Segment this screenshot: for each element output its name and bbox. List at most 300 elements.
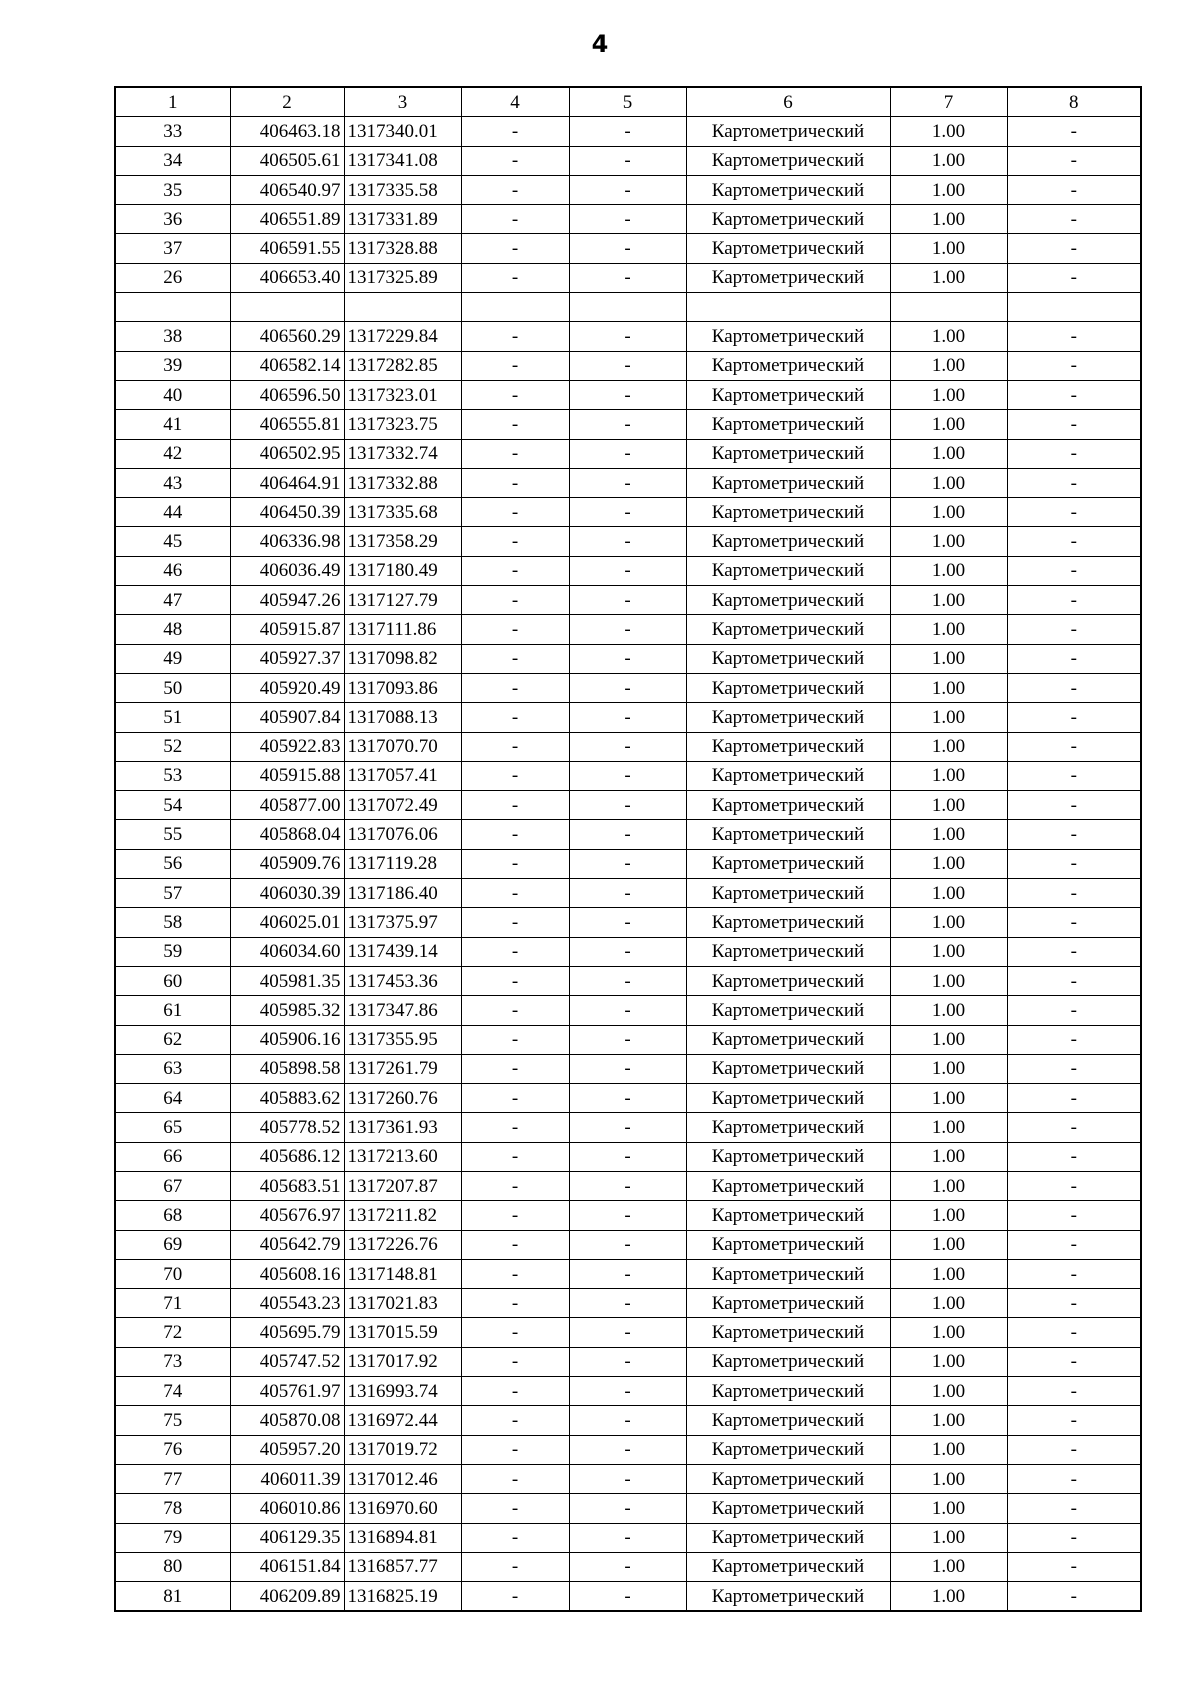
y-coordinate-cell: 1316970.60 — [344, 1494, 461, 1523]
method-cell: Картометрический — [686, 380, 890, 409]
accuracy-cell: 1.00 — [890, 1171, 1007, 1200]
column-5-cell: - — [569, 1435, 686, 1464]
column-5-cell: - — [569, 937, 686, 966]
point-number-cell: 54 — [115, 791, 230, 820]
column-8-cell: - — [1007, 205, 1141, 234]
column-header-4: 4 — [461, 87, 569, 117]
accuracy-cell: 1.00 — [890, 1494, 1007, 1523]
method-cell: Картометрический — [686, 468, 890, 497]
x-coordinate-cell: 405608.16 — [230, 1259, 344, 1288]
column-4-cell: - — [461, 527, 569, 556]
column-4-cell: - — [461, 1347, 569, 1376]
y-coordinate-cell: 1317439.14 — [344, 937, 461, 966]
column-8-cell: - — [1007, 644, 1141, 673]
column-4-cell: - — [461, 1377, 569, 1406]
y-coordinate-cell: 1317375.97 — [344, 908, 461, 937]
y-coordinate-cell: 1317226.76 — [344, 1230, 461, 1259]
y-coordinate-cell: 1317260.76 — [344, 1084, 461, 1113]
column-8-cell: - — [1007, 1406, 1141, 1435]
column-5-cell: - — [569, 1259, 686, 1288]
y-coordinate-cell: 1317148.81 — [344, 1259, 461, 1288]
point-number-cell: 58 — [115, 908, 230, 937]
y-coordinate-cell: 1316894.81 — [344, 1523, 461, 1552]
column-header-7: 7 — [890, 87, 1007, 117]
x-coordinate-cell: 406653.40 — [230, 263, 344, 292]
accuracy-cell: 1.00 — [890, 820, 1007, 849]
column-8-cell: - — [1007, 1318, 1141, 1347]
method-cell: Картометрический — [686, 146, 890, 175]
column-4-cell: - — [461, 791, 569, 820]
column-4-cell: - — [461, 937, 569, 966]
y-coordinate-cell: 1317332.88 — [344, 468, 461, 497]
table-row — [115, 293, 1141, 322]
y-coordinate-cell: 1317261.79 — [344, 1054, 461, 1083]
accuracy-cell: 1.00 — [890, 146, 1007, 175]
x-coordinate-cell: 405915.88 — [230, 761, 344, 790]
column-4-cell: - — [461, 1084, 569, 1113]
x-coordinate-cell: 405868.04 — [230, 820, 344, 849]
column-4-cell — [461, 293, 569, 322]
point-number-cell: 37 — [115, 234, 230, 263]
x-coordinate-cell: 405927.37 — [230, 644, 344, 673]
method-cell: Картометрический — [686, 1318, 890, 1347]
x-coordinate-cell: 406502.95 — [230, 439, 344, 468]
column-8-cell: - — [1007, 761, 1141, 790]
column-header-2: 2 — [230, 87, 344, 117]
column-4-cell: - — [461, 966, 569, 995]
accuracy-cell: 1.00 — [890, 703, 1007, 732]
column-5-cell: - — [569, 410, 686, 439]
point-number-cell: 74 — [115, 1377, 230, 1406]
y-coordinate-cell: 1317088.13 — [344, 703, 461, 732]
x-coordinate-cell: 405957.20 — [230, 1435, 344, 1464]
point-number-cell: 55 — [115, 820, 230, 849]
accuracy-cell: 1.00 — [890, 1435, 1007, 1464]
column-4-cell: - — [461, 1406, 569, 1435]
column-8-cell: - — [1007, 996, 1141, 1025]
x-coordinate-cell: 405870.08 — [230, 1406, 344, 1435]
coordinates-table — [114, 86, 1142, 1612]
point-number-cell: 56 — [115, 849, 230, 878]
table-row — [115, 1289, 1141, 1318]
table-row — [115, 205, 1141, 234]
column-5-cell: - — [569, 468, 686, 497]
column-8-cell: - — [1007, 439, 1141, 468]
column-8-cell: - — [1007, 1113, 1141, 1142]
y-coordinate-cell: 1317019.72 — [344, 1435, 461, 1464]
column-4-cell: - — [461, 263, 569, 292]
column-4-cell: - — [461, 1464, 569, 1493]
column-4-cell: - — [461, 117, 569, 146]
column-5-cell: - — [569, 879, 686, 908]
table-row — [115, 263, 1141, 292]
table-header-row — [115, 87, 1141, 117]
x-coordinate-cell: 406540.97 — [230, 175, 344, 204]
y-coordinate-cell: 1317361.93 — [344, 1113, 461, 1142]
column-8-cell: - — [1007, 791, 1141, 820]
y-coordinate-cell: 1317213.60 — [344, 1142, 461, 1171]
accuracy-cell: 1.00 — [890, 527, 1007, 556]
table-row — [115, 673, 1141, 702]
method-cell: Картометрический — [686, 1523, 890, 1552]
column-5-cell: - — [569, 849, 686, 878]
column-5-cell: - — [569, 1464, 686, 1493]
column-8-cell: - — [1007, 1025, 1141, 1054]
y-coordinate-cell: 1317358.29 — [344, 527, 461, 556]
point-number-cell: 69 — [115, 1230, 230, 1259]
point-number-cell: 46 — [115, 556, 230, 585]
y-coordinate-cell: 1317340.01 — [344, 117, 461, 146]
column-5-cell: - — [569, 732, 686, 761]
table-row — [115, 1377, 1141, 1406]
method-cell: Картометрический — [686, 234, 890, 263]
column-5-cell: - — [569, 996, 686, 1025]
method-cell: Картометрический — [686, 1054, 890, 1083]
column-8-cell: - — [1007, 1494, 1141, 1523]
column-4-cell: - — [461, 820, 569, 849]
y-coordinate-cell: 1317119.28 — [344, 849, 461, 878]
y-coordinate-cell: 1317076.06 — [344, 820, 461, 849]
column-4-cell: - — [461, 1523, 569, 1552]
column-5-cell: - — [569, 761, 686, 790]
column-5-cell: - — [569, 1171, 686, 1200]
column-5-cell: - — [569, 439, 686, 468]
table-row — [115, 468, 1141, 497]
point-number-cell: 36 — [115, 205, 230, 234]
column-8-cell: - — [1007, 586, 1141, 615]
method-cell: Картометрический — [686, 556, 890, 585]
x-coordinate-cell: 405922.83 — [230, 732, 344, 761]
point-number-cell: 39 — [115, 351, 230, 380]
point-number-cell: 49 — [115, 644, 230, 673]
method-cell: Картометрический — [686, 996, 890, 1025]
point-number-cell: 64 — [115, 1084, 230, 1113]
column-8-cell: - — [1007, 1142, 1141, 1171]
method-cell: Картометрический — [686, 966, 890, 995]
point-number-cell: 79 — [115, 1523, 230, 1552]
method-cell: Картометрический — [686, 527, 890, 556]
column-5-cell: - — [569, 175, 686, 204]
point-number-cell: 67 — [115, 1171, 230, 1200]
column-8-cell: - — [1007, 410, 1141, 439]
point-number-cell: 50 — [115, 673, 230, 702]
accuracy-cell: 1.00 — [890, 1318, 1007, 1347]
x-coordinate-cell: 406011.39 — [230, 1464, 344, 1493]
column-5-cell: - — [569, 1142, 686, 1171]
column-header-6: 6 — [686, 87, 890, 117]
accuracy-cell: 1.00 — [890, 1230, 1007, 1259]
accuracy-cell: 1.00 — [890, 380, 1007, 409]
column-5-cell: - — [569, 1318, 686, 1347]
column-header-1: 1 — [115, 87, 230, 117]
column-5-cell: - — [569, 380, 686, 409]
column-4-cell: - — [461, 1201, 569, 1230]
table-row — [115, 527, 1141, 556]
table-row — [115, 439, 1141, 468]
method-cell: Картометрический — [686, 849, 890, 878]
column-header-5: 5 — [569, 87, 686, 117]
point-number-cell: 47 — [115, 586, 230, 615]
point-number-cell: 45 — [115, 527, 230, 556]
column-4-cell: - — [461, 146, 569, 175]
column-4-cell: - — [461, 1142, 569, 1171]
point-number-cell: 61 — [115, 996, 230, 1025]
method-cell: Картометрический — [686, 1025, 890, 1054]
table-row — [115, 996, 1141, 1025]
column-4-cell: - — [461, 1435, 569, 1464]
x-coordinate-cell: 405642.79 — [230, 1230, 344, 1259]
column-5-cell: - — [569, 1582, 686, 1612]
accuracy-cell: 1.00 — [890, 468, 1007, 497]
accuracy-cell: 1.00 — [890, 322, 1007, 351]
y-coordinate-cell: 1317211.82 — [344, 1201, 461, 1230]
accuracy-cell: 1.00 — [890, 351, 1007, 380]
column-5-cell: - — [569, 1523, 686, 1552]
point-number-cell: 65 — [115, 1113, 230, 1142]
column-8-cell: - — [1007, 263, 1141, 292]
x-coordinate-cell: 405747.52 — [230, 1347, 344, 1376]
x-coordinate-cell: 405695.79 — [230, 1318, 344, 1347]
accuracy-cell: 1.00 — [890, 1377, 1007, 1406]
table-row — [115, 234, 1141, 263]
point-number-cell: 78 — [115, 1494, 230, 1523]
column-4-cell: - — [461, 879, 569, 908]
column-5-cell: - — [569, 1201, 686, 1230]
column-8-cell: - — [1007, 1523, 1141, 1552]
column-5-cell: - — [569, 556, 686, 585]
table-row — [115, 732, 1141, 761]
column-5-cell: - — [569, 644, 686, 673]
x-coordinate-cell: 406505.61 — [230, 146, 344, 175]
point-number-cell: 60 — [115, 966, 230, 995]
accuracy-cell: 1.00 — [890, 615, 1007, 644]
accuracy-cell: 1.00 — [890, 996, 1007, 1025]
accuracy-cell: 1.00 — [890, 205, 1007, 234]
x-coordinate-cell: 405686.12 — [230, 1142, 344, 1171]
column-4-cell: - — [461, 1113, 569, 1142]
column-8-cell: - — [1007, 175, 1141, 204]
accuracy-cell: 1.00 — [890, 1582, 1007, 1612]
method-cell — [686, 293, 890, 322]
column-8-cell: - — [1007, 615, 1141, 644]
column-8-cell: - — [1007, 468, 1141, 497]
method-cell: Картометрический — [686, 1582, 890, 1612]
accuracy-cell: 1.00 — [890, 586, 1007, 615]
x-coordinate-cell: 405778.52 — [230, 1113, 344, 1142]
table-row — [115, 1318, 1141, 1347]
column-8-cell: - — [1007, 732, 1141, 761]
column-5-cell: - — [569, 1113, 686, 1142]
method-cell: Картометрический — [686, 322, 890, 351]
accuracy-cell: 1.00 — [890, 117, 1007, 146]
column-8-cell: - — [1007, 146, 1141, 175]
accuracy-cell: 1.00 — [890, 410, 1007, 439]
y-coordinate-cell: 1316825.19 — [344, 1582, 461, 1612]
column-5-cell: - — [569, 1347, 686, 1376]
column-8-cell — [1007, 293, 1141, 322]
x-coordinate-cell: 405907.84 — [230, 703, 344, 732]
x-coordinate-cell: 405906.16 — [230, 1025, 344, 1054]
column-8-cell: - — [1007, 1464, 1141, 1493]
accuracy-cell: 1.00 — [890, 849, 1007, 878]
table-row — [115, 849, 1141, 878]
accuracy-cell: 1.00 — [890, 1552, 1007, 1581]
method-cell: Картометрический — [686, 673, 890, 702]
column-5-cell: - — [569, 1084, 686, 1113]
point-number-cell: 75 — [115, 1406, 230, 1435]
column-8-cell: - — [1007, 703, 1141, 732]
table-row — [115, 586, 1141, 615]
y-coordinate-cell: 1317015.59 — [344, 1318, 461, 1347]
column-4-cell: - — [461, 234, 569, 263]
table-row — [115, 1552, 1141, 1581]
column-4-cell: - — [461, 1025, 569, 1054]
column-5-cell: - — [569, 498, 686, 527]
y-coordinate-cell: 1317057.41 — [344, 761, 461, 790]
table-row — [115, 1230, 1141, 1259]
method-cell: Картометрический — [686, 1494, 890, 1523]
method-cell: Картометрический — [686, 1552, 890, 1581]
accuracy-cell: 1.00 — [890, 1347, 1007, 1376]
point-number-cell: 68 — [115, 1201, 230, 1230]
y-coordinate-cell: 1317282.85 — [344, 351, 461, 380]
y-coordinate-cell: 1317017.92 — [344, 1347, 461, 1376]
x-coordinate-cell: 406464.91 — [230, 468, 344, 497]
column-4-cell: - — [461, 468, 569, 497]
column-5-cell: - — [569, 146, 686, 175]
point-number-cell: 52 — [115, 732, 230, 761]
column-8-cell: - — [1007, 556, 1141, 585]
method-cell: Картометрический — [686, 615, 890, 644]
column-5-cell: - — [569, 673, 686, 702]
method-cell: Картометрический — [686, 1230, 890, 1259]
x-coordinate-cell: 406030.39 — [230, 879, 344, 908]
x-coordinate-cell: 405877.00 — [230, 791, 344, 820]
column-4-cell: - — [461, 410, 569, 439]
table-row — [115, 1523, 1141, 1552]
table-row — [115, 1494, 1141, 1523]
point-number-cell: 57 — [115, 879, 230, 908]
column-4-cell: - — [461, 1259, 569, 1288]
method-cell: Картометрический — [686, 351, 890, 380]
method-cell: Картометрический — [686, 1464, 890, 1493]
column-5-cell: - — [569, 527, 686, 556]
x-coordinate-cell: 406591.55 — [230, 234, 344, 263]
table-row — [115, 615, 1141, 644]
column-5-cell: - — [569, 351, 686, 380]
x-coordinate-cell: 405883.62 — [230, 1084, 344, 1113]
method-cell: Картометрический — [686, 263, 890, 292]
x-coordinate-cell: 405909.76 — [230, 849, 344, 878]
column-5-cell: - — [569, 1054, 686, 1083]
column-8-cell: - — [1007, 1552, 1141, 1581]
column-8-cell: - — [1007, 117, 1141, 146]
point-number-cell: 42 — [115, 439, 230, 468]
method-cell: Картометрический — [686, 1435, 890, 1464]
column-4-cell: - — [461, 1318, 569, 1347]
column-4-cell: - — [461, 322, 569, 351]
y-coordinate-cell: 1317180.49 — [344, 556, 461, 585]
method-cell: Картометрический — [686, 1171, 890, 1200]
column-4-cell: - — [461, 175, 569, 204]
column-4-cell: - — [461, 1054, 569, 1083]
column-5-cell — [569, 293, 686, 322]
column-8-cell: - — [1007, 1289, 1141, 1318]
x-coordinate-cell: 405920.49 — [230, 673, 344, 702]
method-cell: Картометрический — [686, 820, 890, 849]
y-coordinate-cell: 1316972.44 — [344, 1406, 461, 1435]
y-coordinate-cell: 1317127.79 — [344, 586, 461, 615]
y-coordinate-cell: 1317012.46 — [344, 1464, 461, 1493]
column-8-cell: - — [1007, 820, 1141, 849]
point-number-cell: 38 — [115, 322, 230, 351]
x-coordinate-cell: 405761.97 — [230, 1377, 344, 1406]
column-4-cell: - — [461, 615, 569, 644]
method-cell: Картометрический — [686, 703, 890, 732]
point-number-cell: 33 — [115, 117, 230, 146]
accuracy-cell: 1.00 — [890, 879, 1007, 908]
table-row — [115, 351, 1141, 380]
table-row — [115, 556, 1141, 585]
table-row — [115, 1084, 1141, 1113]
column-4-cell: - — [461, 380, 569, 409]
column-4-cell: - — [461, 673, 569, 702]
column-header-3: 3 — [344, 87, 461, 117]
table-row — [115, 1582, 1141, 1612]
x-coordinate-cell: 406036.49 — [230, 556, 344, 585]
column-8-cell: - — [1007, 234, 1141, 263]
accuracy-cell: 1.00 — [890, 966, 1007, 995]
method-cell: Картометрический — [686, 1289, 890, 1318]
y-coordinate-cell: 1317323.75 — [344, 410, 461, 439]
y-coordinate-cell — [344, 293, 461, 322]
x-coordinate-cell: 405683.51 — [230, 1171, 344, 1200]
table-row — [115, 937, 1141, 966]
column-8-cell: - — [1007, 849, 1141, 878]
x-coordinate-cell: 406560.29 — [230, 322, 344, 351]
x-coordinate-cell — [230, 293, 344, 322]
y-coordinate-cell: 1317098.82 — [344, 644, 461, 673]
method-cell: Картометрический — [686, 1142, 890, 1171]
x-coordinate-cell: 405985.32 — [230, 996, 344, 1025]
table-row — [115, 146, 1141, 175]
y-coordinate-cell: 1316857.77 — [344, 1552, 461, 1581]
column-5-cell: - — [569, 586, 686, 615]
accuracy-cell: 1.00 — [890, 761, 1007, 790]
column-8-cell: - — [1007, 1230, 1141, 1259]
table-row — [115, 1259, 1141, 1288]
column-5-cell: - — [569, 1377, 686, 1406]
y-coordinate-cell: 1317453.36 — [344, 966, 461, 995]
method-cell: Картометрический — [686, 439, 890, 468]
column-4-cell: - — [461, 1230, 569, 1259]
column-4-cell: - — [461, 1552, 569, 1581]
column-8-cell: - — [1007, 380, 1141, 409]
method-cell: Картометрический — [686, 1201, 890, 1230]
table-row — [115, 1464, 1141, 1493]
table-row — [115, 1142, 1141, 1171]
column-8-cell: - — [1007, 1582, 1141, 1612]
method-cell: Картометрический — [686, 1377, 890, 1406]
column-5-cell: - — [569, 322, 686, 351]
column-5-cell: - — [569, 1025, 686, 1054]
point-number-cell: 66 — [115, 1142, 230, 1171]
table-row — [115, 1113, 1141, 1142]
x-coordinate-cell: 406551.89 — [230, 205, 344, 234]
x-coordinate-cell: 406582.14 — [230, 351, 344, 380]
column-4-cell: - — [461, 1289, 569, 1318]
accuracy-cell: 1.00 — [890, 908, 1007, 937]
